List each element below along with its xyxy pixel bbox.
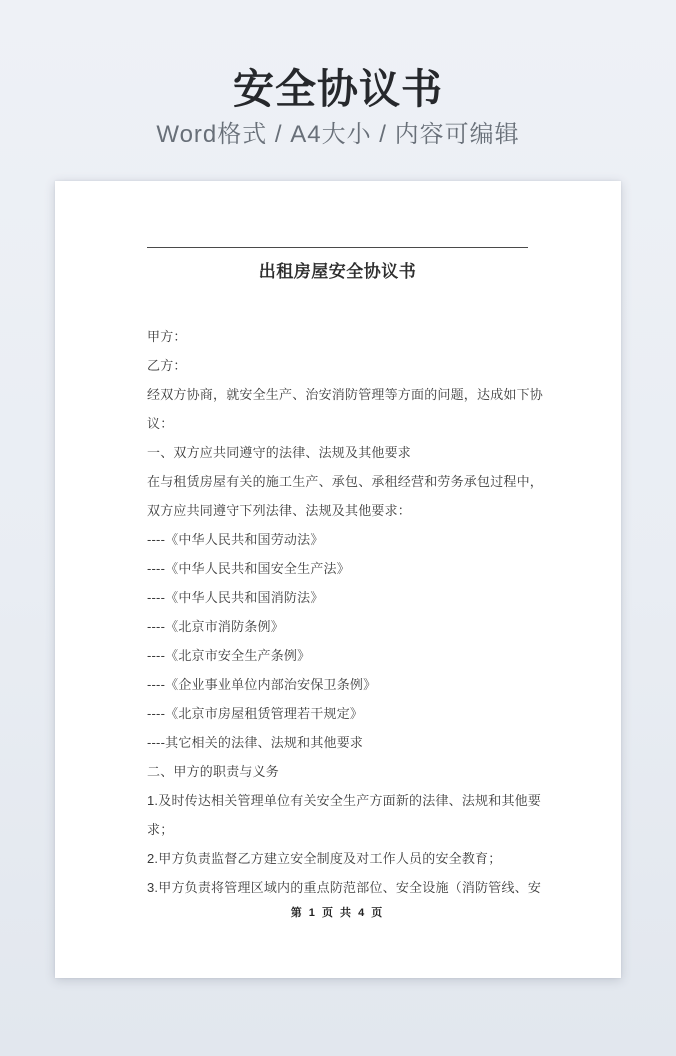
document-title: 出租房屋安全协议书	[258, 262, 417, 281]
document-line: 2.甲方负责监督乙方建立安全制度及对工作人员的安全教育；	[147, 851, 502, 866]
document-line: 1.及时传达相关管理单位有关安全生产方面新的法律、法规和其他要	[147, 793, 542, 808]
document-line: ----《中华人民共和国安全生产法》	[147, 561, 350, 576]
a4-document-preview	[55, 181, 621, 978]
document-line: 双方应共同遵守下列法律、法规及其他要求：	[147, 503, 412, 518]
document-line: ----《北京市安全生产条例》	[147, 648, 311, 663]
document-line: ----《北京市消防条例》	[147, 619, 284, 634]
document-divider-line	[147, 247, 528, 248]
document-line: 3.甲方负责将管理区域内的重点防范部位、安全设施（消防管线、安	[147, 880, 542, 895]
document-line: 一、双方应共同遵守的法律、法规及其他要求	[147, 445, 412, 460]
document-line: 经双方协商，就安全生产、治安消防管理等方面的问题，达成如下协	[147, 387, 544, 402]
document-line: ----《中华人民共和国消防法》	[147, 590, 324, 605]
document-line: 甲方：	[147, 329, 187, 344]
document-line: 二、甲方的职责与义务	[147, 764, 280, 779]
document-line: ----《企业事业单位内部治安保卫条例》	[147, 677, 377, 692]
page-subtitle: Word格式 / A4大小 / 内容可编辑	[156, 121, 520, 148]
document-line: 在与租赁房屋有关的施工生产、承包、承租经营和劳务承包过程中，	[147, 474, 544, 489]
document-line: ----《北京市房屋租赁管理若干规定》	[147, 706, 364, 721]
document-line: 乙方：	[147, 358, 187, 373]
page-number-footer: 第 1 页 共 4 页	[290, 907, 385, 919]
document-line: 议：	[147, 416, 174, 431]
document-line: 求；	[147, 822, 174, 837]
document-body	[147, 322, 547, 902]
document-line: ----《中华人民共和国劳动法》	[147, 532, 324, 547]
document-line: ----其它相关的法律、法规和其他要求	[147, 735, 364, 750]
page-title: 安全协议书	[233, 66, 443, 112]
